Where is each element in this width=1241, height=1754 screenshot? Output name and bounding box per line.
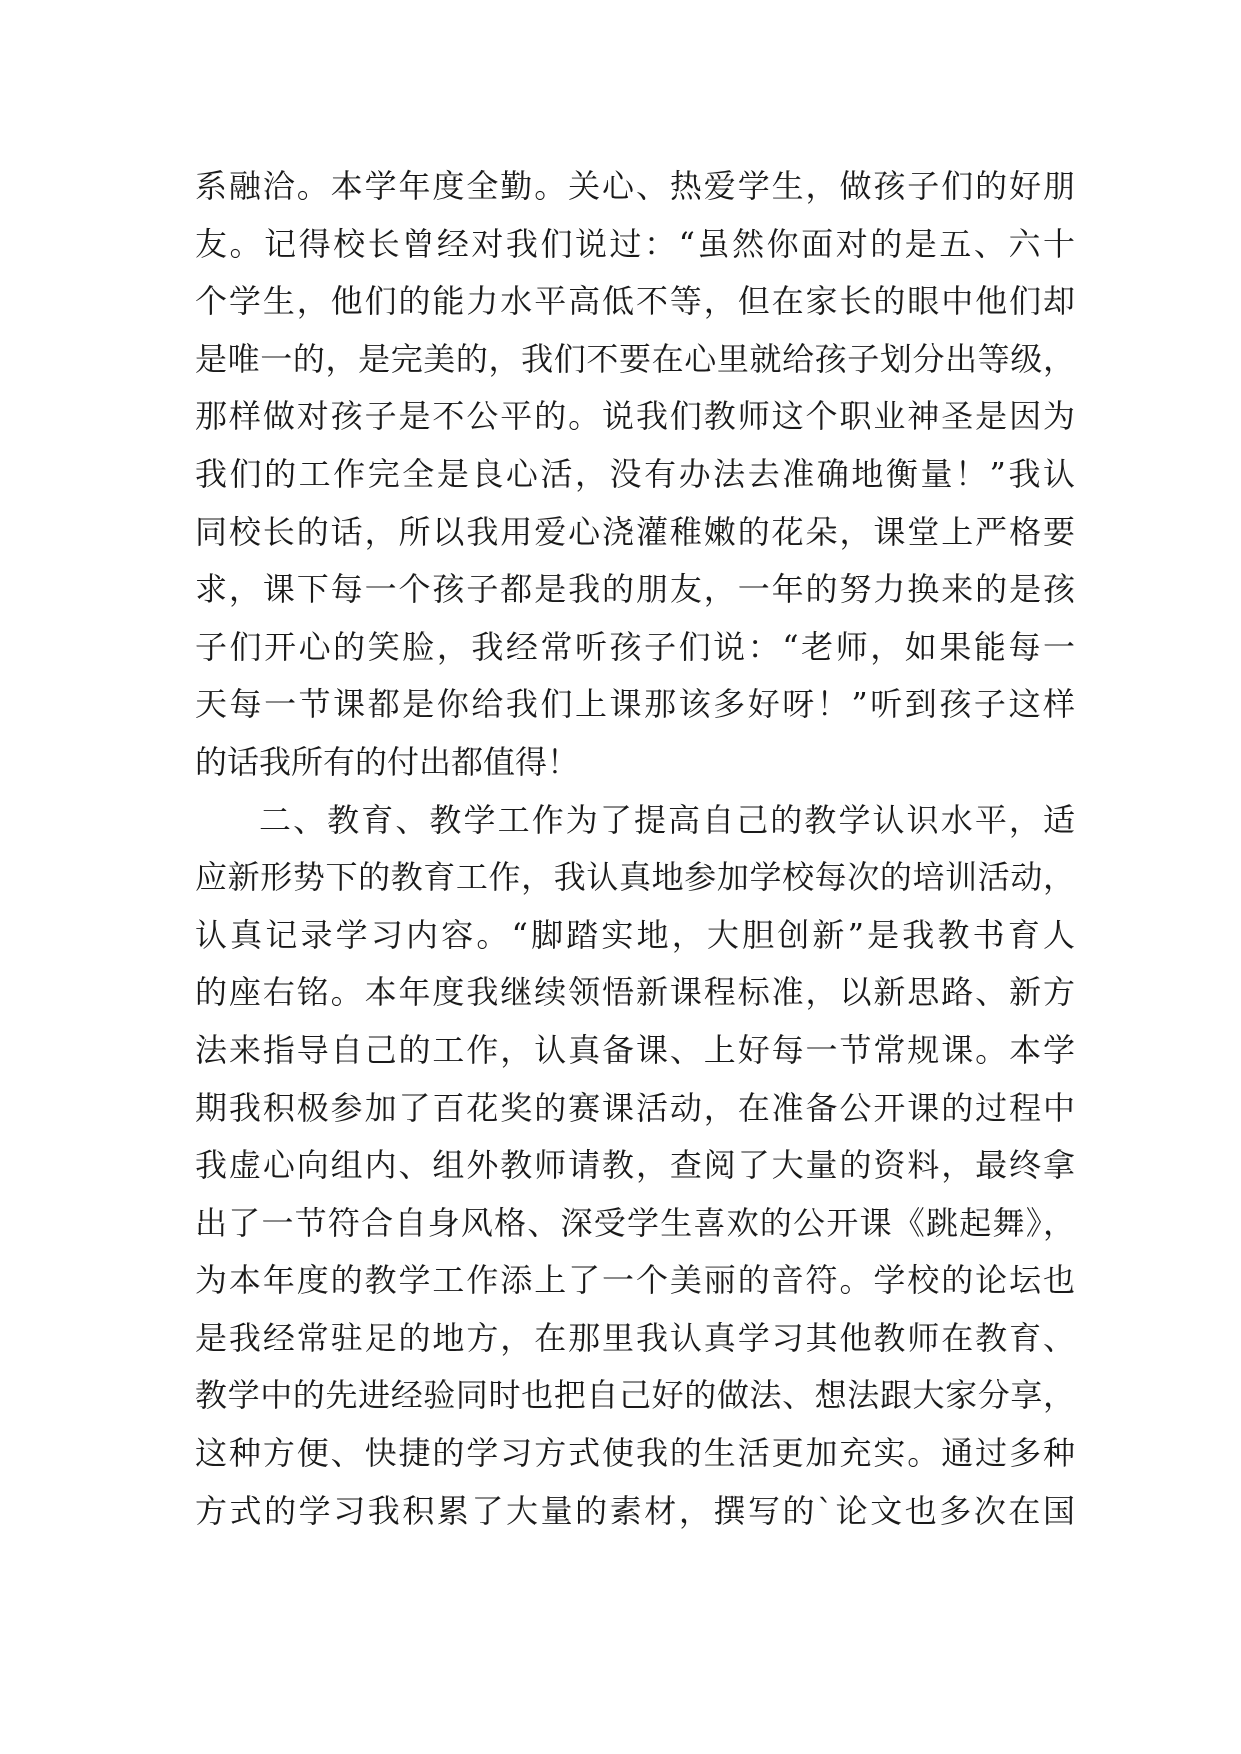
text-line: 子们开心的笑脸，我经常听孩子们说：“老师，如果能每一 — [195, 627, 1075, 666]
text-line: 的座右铭。本年度我继续领悟新课程标准，以新思路、新方 — [195, 973, 1075, 1012]
text-line: 我们的工作完全是良心活，没有办法去准确地衡量！”我认 — [195, 454, 1075, 493]
paragraph-1 — [195, 158, 1075, 792]
text-line: 那样做对孩子是不公平的。说我们教师这个职业神圣是因为 — [195, 397, 1075, 436]
text-line: 教学中的先进经验同时也把自己好的做法、想法跟大家分享， — [195, 1376, 1075, 1415]
text-line: 求，课下每一个孩子都是我的朋友，一年的努力换来的是孩 — [195, 570, 1075, 609]
document-body — [195, 158, 1075, 1540]
text-line: 我虚心向组内、组外教师请教，查阅了大量的资料，最终拿 — [195, 1146, 1075, 1185]
text-line: 法来指导自己的工作，认真备课、上好每一节常规课。本学 — [195, 1030, 1075, 1069]
text-line: 友。记得校长曾经对我们说过：“虽然你面对的是五、六十 — [195, 224, 1075, 263]
paragraph-2 — [195, 792, 1075, 1541]
text-line: 认真记录学习内容。“脚踏实地，大胆创新”是我教书育人 — [195, 915, 1075, 954]
text-line: 出了一节符合自身风格、深受学生喜欢的公开课《跳起舞》， — [195, 1203, 1075, 1242]
text-line: 的话我所有的付出都值得！ — [195, 742, 580, 781]
text-line: 系融洽。本学年度全勤。关心、热爱学生，做孩子们的好朋 — [195, 167, 1075, 205]
text-line: 个学生，他们的能力水平高低不等，但在家长的眼中他们却 — [195, 282, 1075, 321]
text-line: 为本年度的教学工作添上了一个美丽的音符。学校的论坛也 — [195, 1261, 1075, 1300]
text-line: 天每一节课都是你给我们上课那该多好呀！”听到孩子这样 — [195, 685, 1075, 724]
text-line-indented: 二、教育、教学工作为了提高自己的教学认识水平，适 — [259, 800, 1075, 839]
text-line: 是唯一的，是完美的，我们不要在心里就给孩子划分出等级， — [195, 339, 1075, 378]
text-line: 方式的学习我积累了大量的素材，撰写的`论文也多次在国 — [195, 1491, 1075, 1530]
text-line: 是我经常驻足的地方，在那里我认真学习其他教师在教育、 — [195, 1318, 1075, 1357]
text-line: 应新形势下的教育工作，我认真地参加学校每次的培训活动， — [195, 858, 1075, 897]
text-line: 这种方便、快捷的学习方式使我的生活更加充实。通过多种 — [195, 1434, 1075, 1473]
text-line: 期我积极参加了百花奖的赛课活动，在准备公开课的过程中 — [195, 1088, 1075, 1127]
text-line: 同校长的话，所以我用爱心浇灌稚嫩的花朵，课堂上严格要 — [195, 512, 1075, 551]
